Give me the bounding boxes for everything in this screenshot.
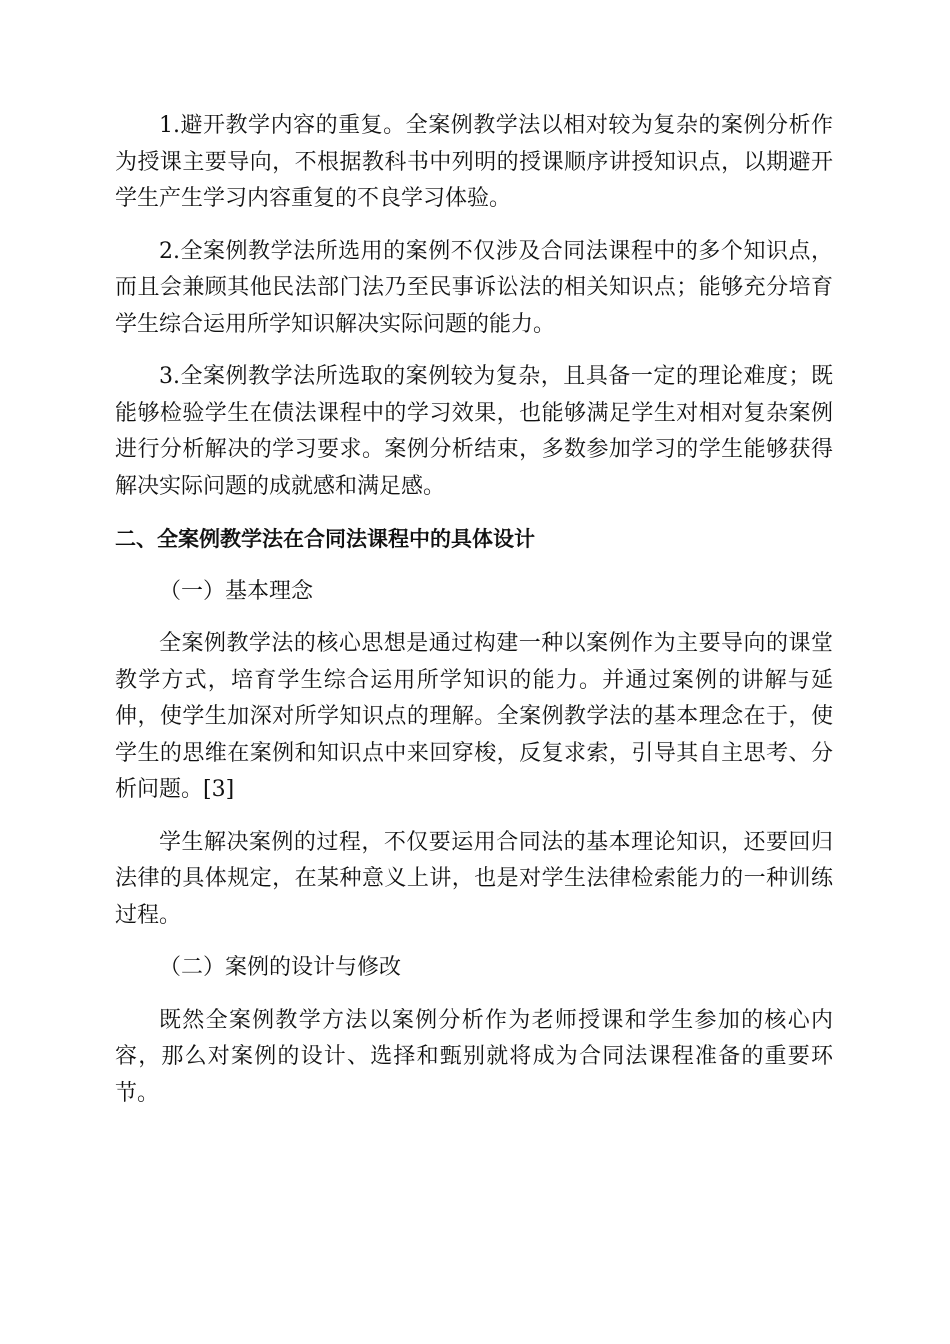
paragraph-gap bbox=[115, 610, 833, 626]
section-heading: 二、全案例教学法在合同法课程中的具体设计 bbox=[115, 527, 535, 551]
paragraph-gap bbox=[115, 505, 833, 521]
paragraph-core-idea: 全案例教学法的核心思想是通过构建一种以案例作为主要导向的课堂教学方式，培育学生综合运用所学知识的能力。并通过案例的讲解与延伸，使学生加深对所学知识点的理解。全案例教学法的基本理念在于，使学生的思维在案例和知识点中来回穿梭，反复求索，引导其自主思考、分析问题。[3] bbox=[115, 631, 833, 802]
paragraph-gap bbox=[115, 987, 833, 1003]
paragraph-gap bbox=[115, 343, 833, 359]
paragraph-gap bbox=[115, 218, 833, 234]
paragraph-gap bbox=[115, 558, 833, 574]
paragraph-case-selection: 既然全案例教学方法以案例分析作为老师授课和学生参加的核心内容，那么对案例的设计、选择和甄别就将成为合同法课程准备的重要环节。 bbox=[115, 1007, 833, 1106]
paragraph-point-2: 2.全案例教学法所选用的案例不仅涉及合同法课程中的多个知识点，而且会兼顾其他民法部门法乃至民事诉讼法的相关知识点；能够充分培育学生综合运用所学知识解决实际问题的能力。 bbox=[115, 238, 833, 337]
subsection-heading-case-design: （二）案例的设计与修改 bbox=[159, 955, 402, 980]
paragraph-solving-process: 学生解决案例的过程，不仅要运用合同法的基本理论知识，还要回归法律的具体规定，在某种意义上讲，也是对学生法律检索能力的一种训练过程。 bbox=[115, 829, 833, 928]
subsection-heading-basic-concept: （一）基本理念 bbox=[159, 578, 314, 604]
paragraph-gap bbox=[115, 809, 833, 825]
paragraph-gap bbox=[115, 934, 833, 950]
paragraph-point-1: 1.避开教学内容的重复。全案例教学法以相对较为复杂的案例分析作为授课主要导向，不根据教科书中列明的授课顺序讲授知识点，以期避开学生产生学习内容重复的不良学习体验。 bbox=[115, 113, 833, 211]
paragraph-point-3: 3.全案例教学法所选取的案例较为复杂，且具备一定的理论难度；既能够检验学生在债法课程中的学习效果，也能够满足学生对相对复杂案例进行分析解决的学习要求。案例分析结束，多数参加学习的学生能够获得解决实际问题的成就感和满足感。 bbox=[115, 364, 833, 499]
document-page bbox=[115, 108, 833, 1112]
